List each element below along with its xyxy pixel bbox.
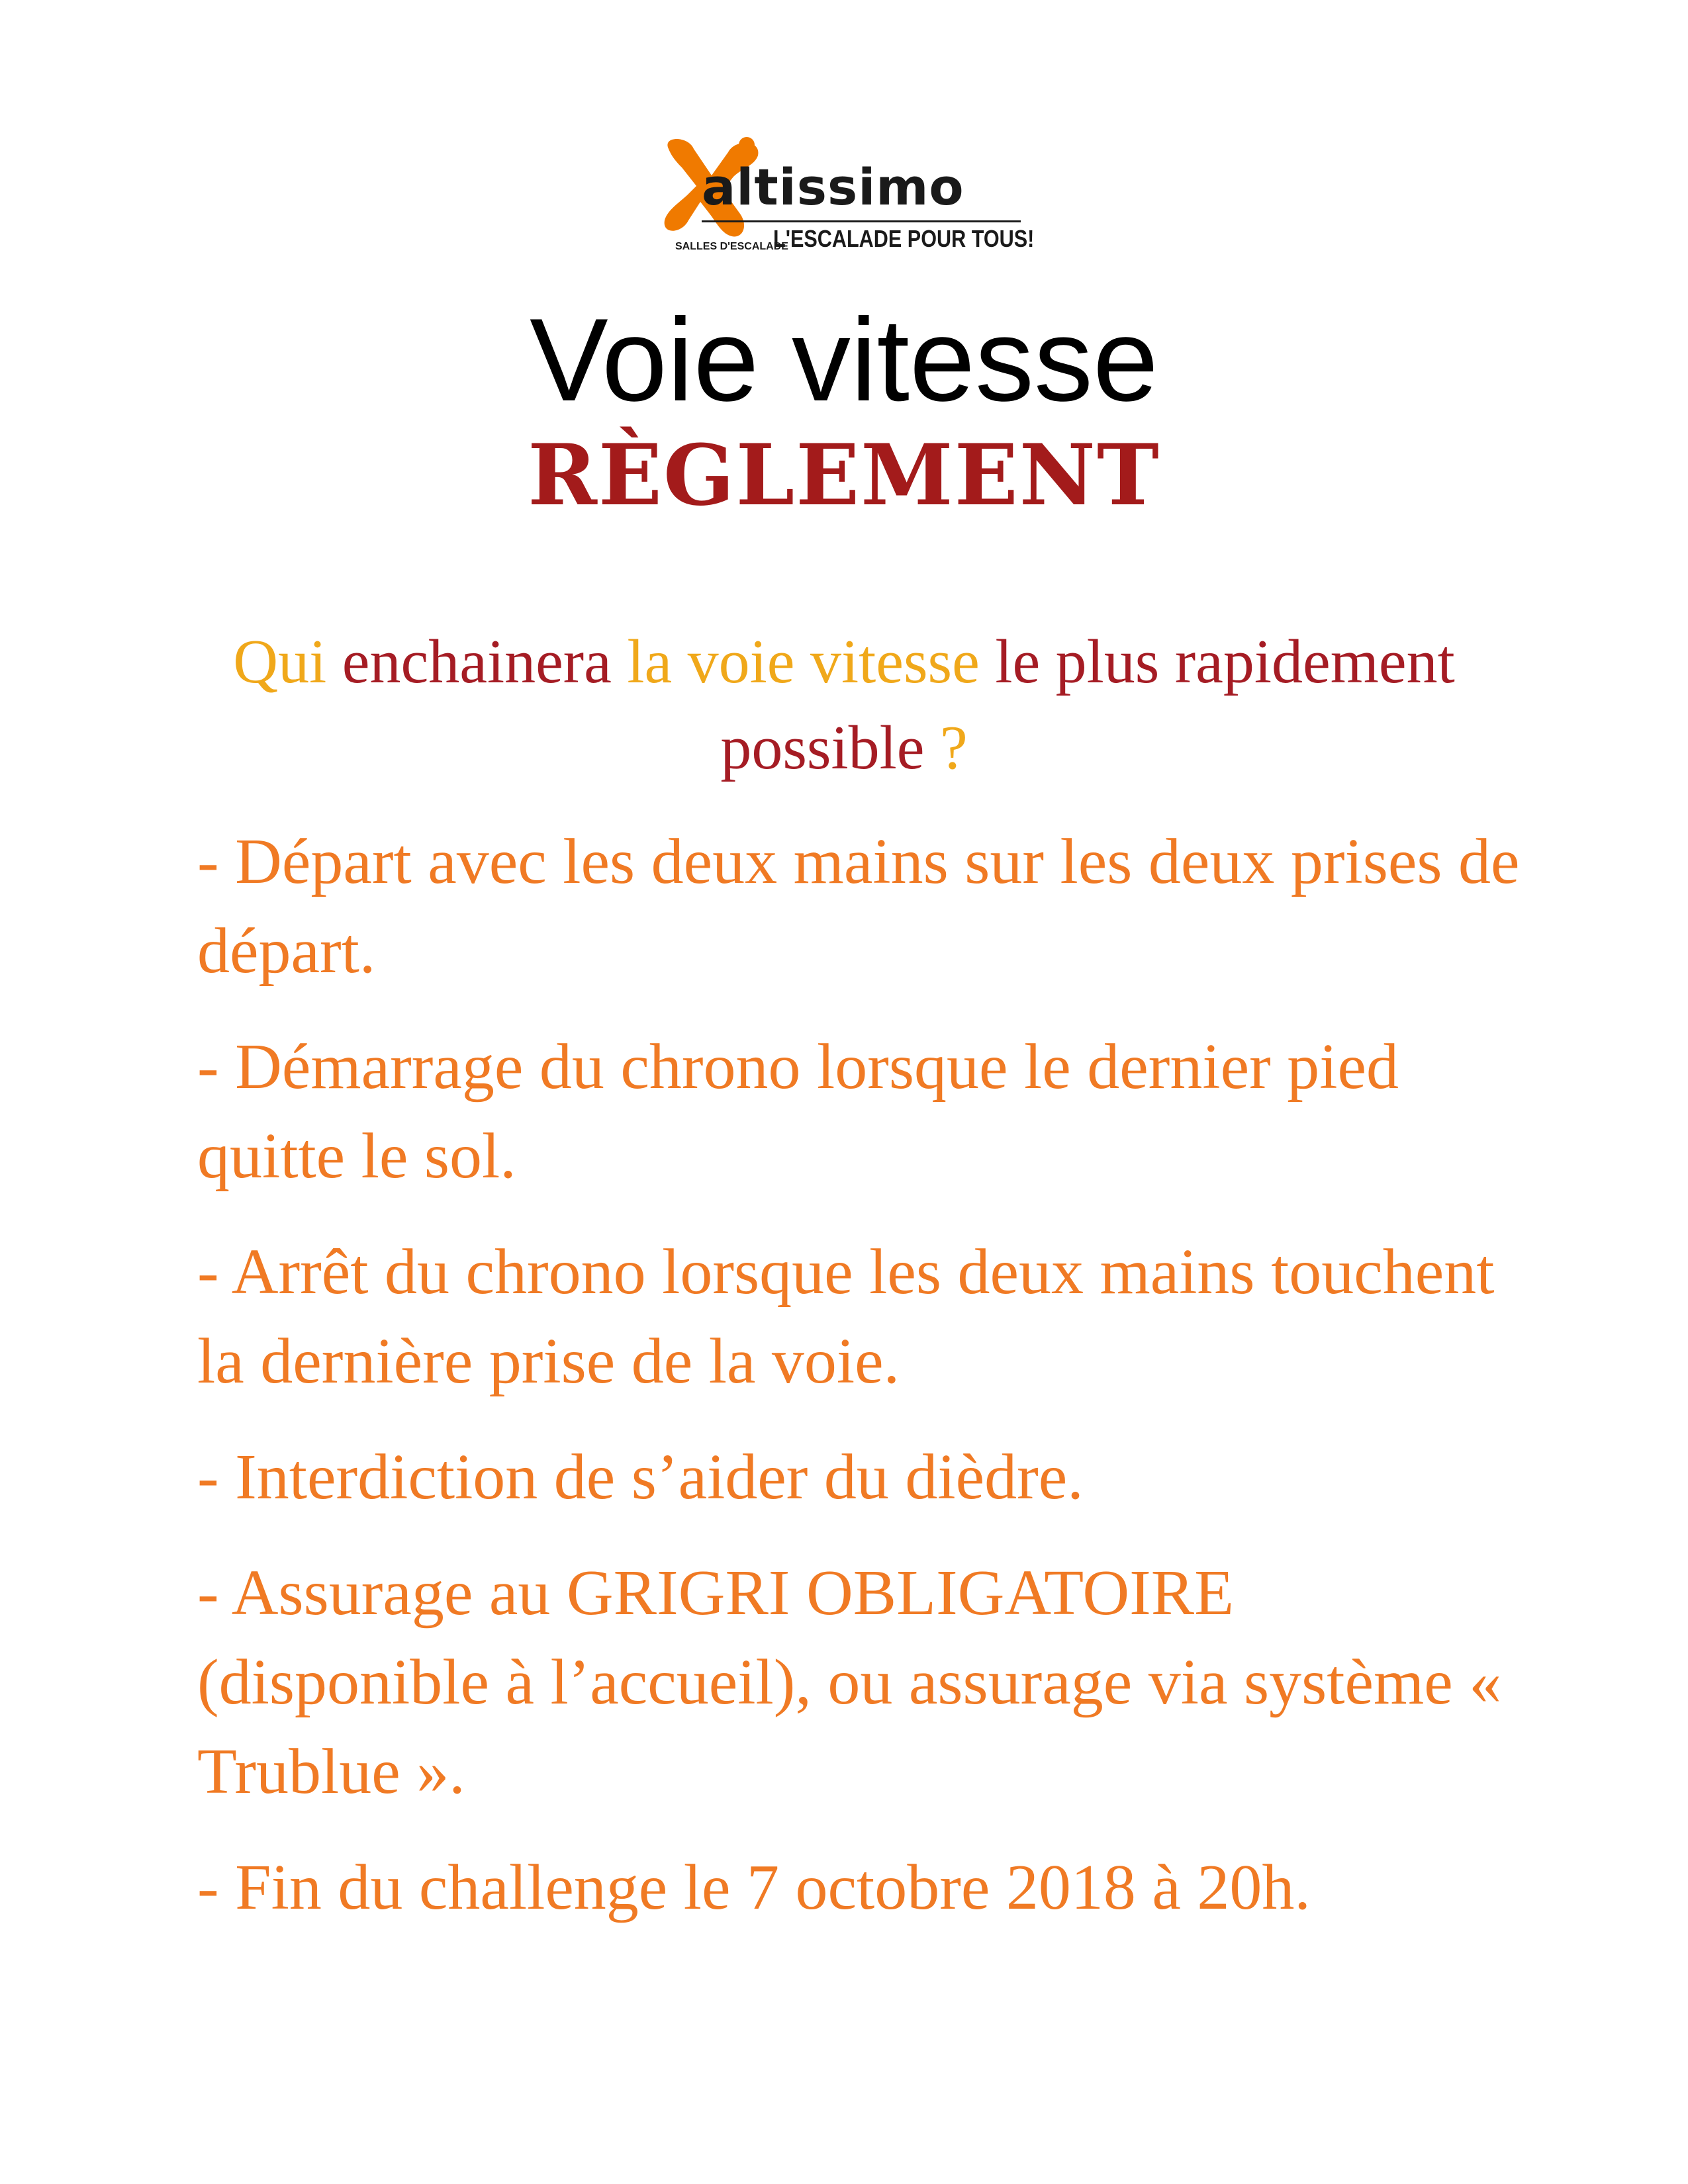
question-part: le plus rapidement possible <box>720 627 1455 782</box>
rule-item: - Arrêt du chrono lorsque les deux mains touchent la dernière prise de la voie. <box>197 1236 1495 1397</box>
logo-divider <box>702 220 1021 222</box>
logo <box>662 136 1033 261</box>
rule-item: - Départ avec les deux mains sur les deux prises de départ. <box>197 826 1520 987</box>
logo-tagline-small: SALLES D'ESCALADE <box>675 241 788 252</box>
rule-item: - Démarrage du chrono lorsque le dernier pied quitte le sol. <box>197 1031 1399 1192</box>
question-part: enchainera <box>342 627 628 696</box>
rule-item: - Interdiction de s’aider du dièdre. <box>197 1441 1084 1513</box>
question-part: Qui <box>233 627 342 696</box>
challenge-question <box>165 619 1523 791</box>
page-title: Voie vitesse <box>530 294 1158 426</box>
logo-wordmark: altissimo <box>702 158 964 216</box>
question-part: la voie vitesse <box>627 627 996 696</box>
page-subtitle: RÈGLEMENT <box>528 426 1160 524</box>
logo-tagline: L'ESCALADE POUR TOUS! <box>773 225 1035 252</box>
question-part: ? <box>939 713 968 782</box>
rules-list <box>197 817 1521 1959</box>
rule-item: - Fin du challenge le 7 octobre 2018 à 20h. <box>197 1852 1311 1923</box>
rule-item: - Assurage au GRIGRI OBLIGATOIRE (disponible à l’accueil), ou assurage via système « Trublue ». <box>197 1557 1502 1807</box>
